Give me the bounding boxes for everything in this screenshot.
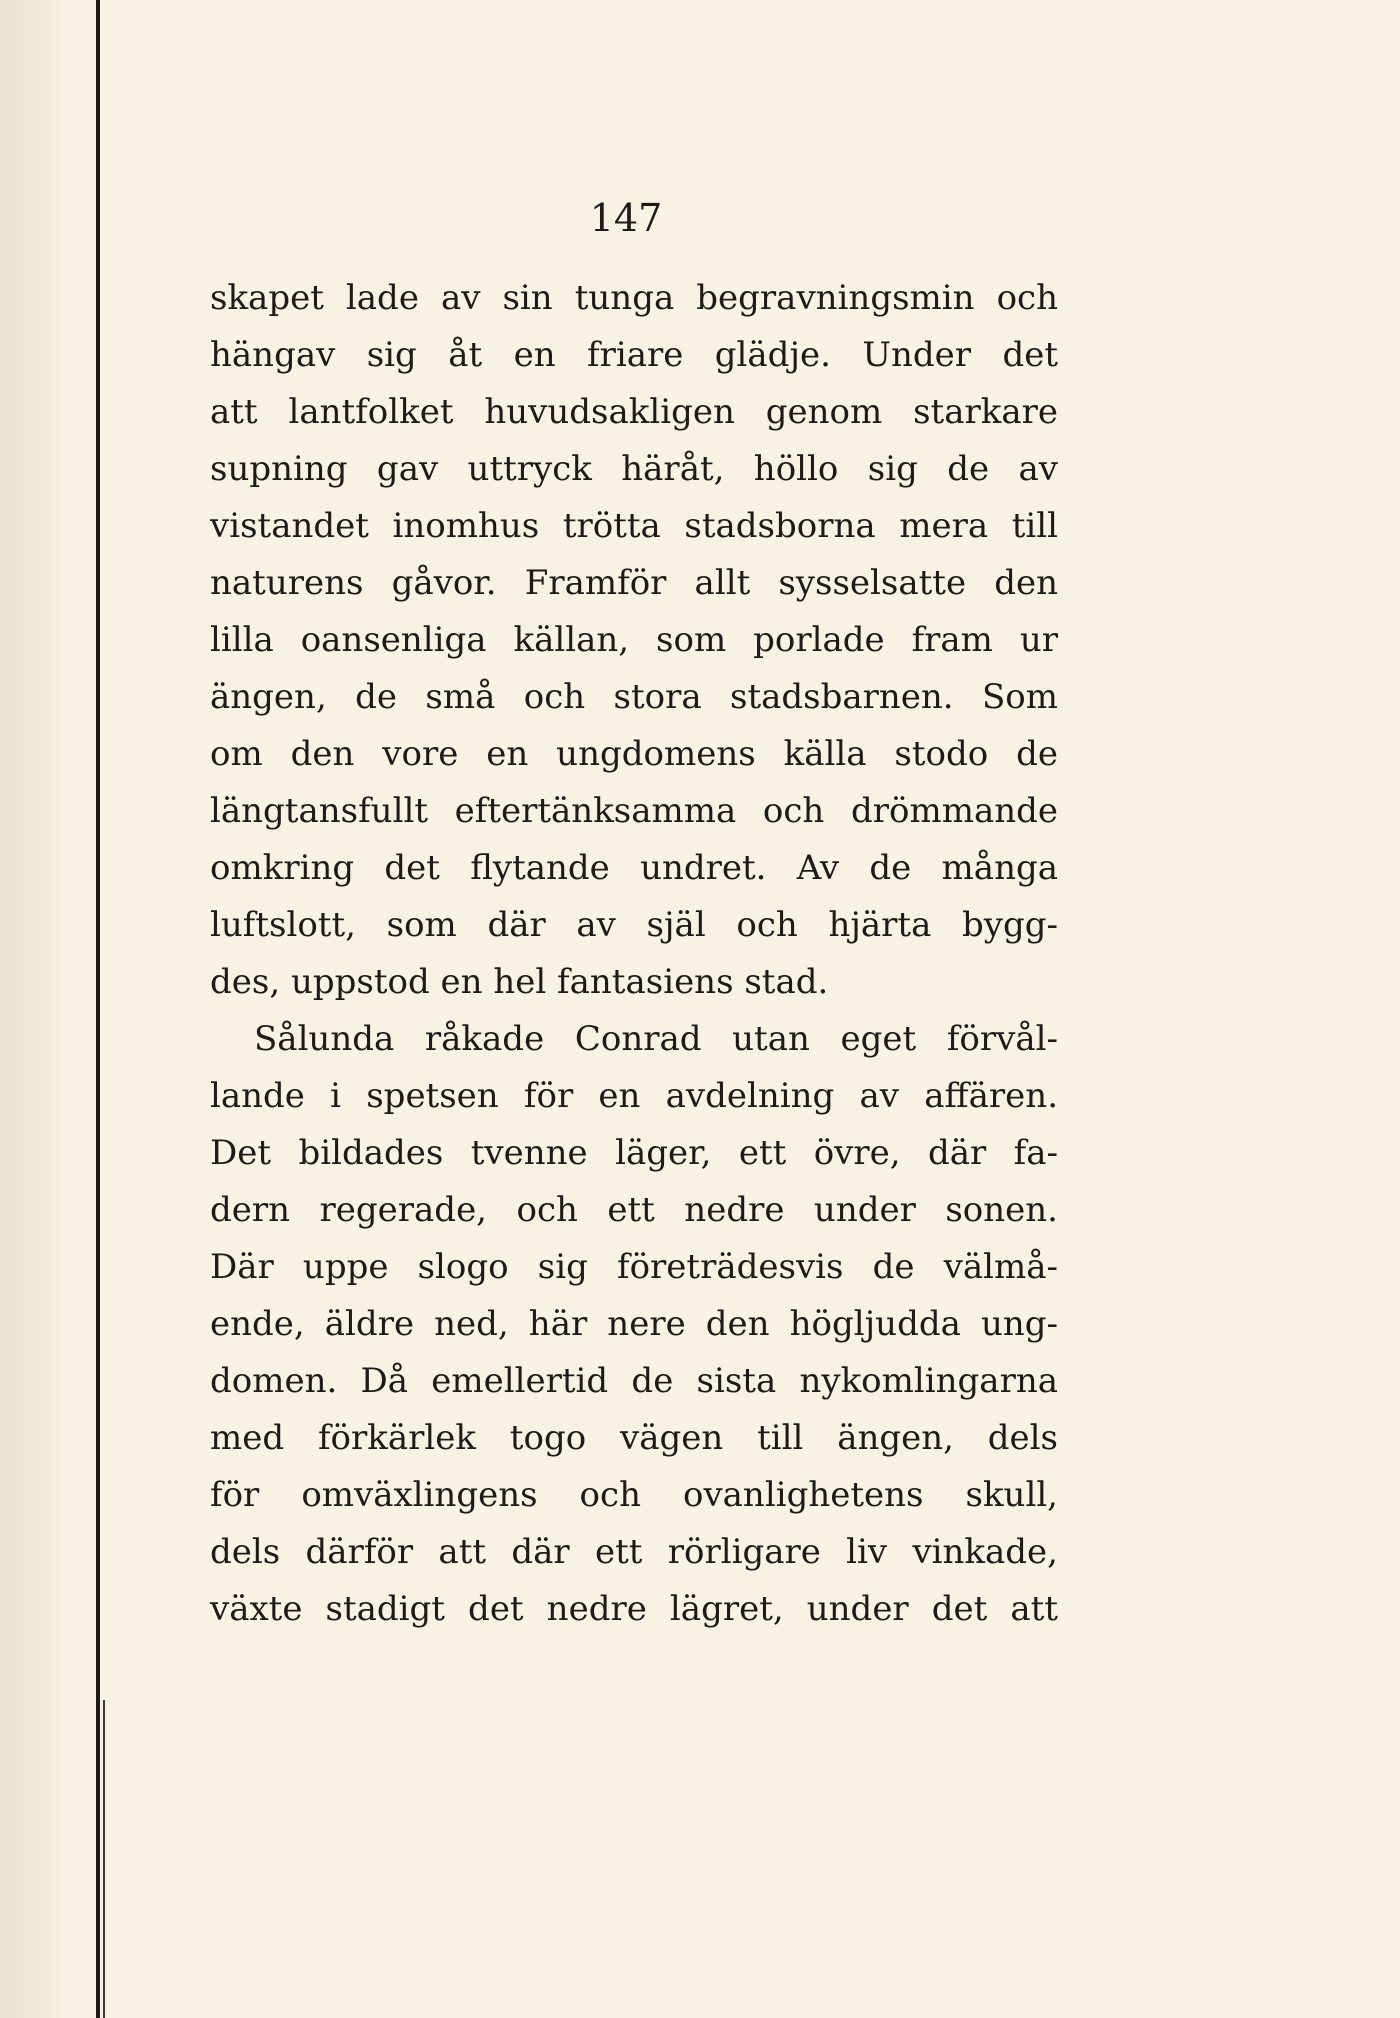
text-line: naturens gåvor. Framför allt sysselsatte den [210,563,1058,603]
text-line: längtansfullt eftertänksamma och drömmande [210,791,1058,831]
text-line: Där uppe slogo sig företrädesvis de välmå- [210,1247,1058,1287]
text-line: vistandet inomhus trötta stadsborna mera till [210,506,1058,546]
text-line: dern regerade, och ett nedre under sonen. [210,1190,1058,1230]
text-line: att lantfolket huvudsakligen genom starkare [210,392,1058,432]
text-line: Det bildades tvenne läger, ett övre, där fa- [210,1133,1058,1173]
text-line: luftslott, som där av själ och hjärta bygg- [210,905,1058,945]
page-number: 147 [589,196,663,240]
text-line: lande i spetsen för en avdelning av affären. [210,1076,1058,1116]
text-line: hängav sig åt en friare glädje. Under det [210,335,1058,375]
text-line: med förkärlek togo vägen till ängen, dels [210,1418,1058,1458]
text-line: des, uppstod en hel fantasiens stad. [210,962,829,1002]
text-line: Sålunda råkade Conrad utan eget förvål- [254,1019,1058,1059]
gutter-edge-line-inner [103,1700,105,2018]
text-line: dels därför att där ett rörligare liv vinkade, [210,1532,1058,1572]
text-line: omkring det flytande undret. Av de många [210,848,1058,888]
text-line: för omväxlingens och ovanlighetens skull, [210,1475,1058,1515]
text-line: växte stadigt det nedre lägret, under det att [210,1589,1058,1629]
body-text [210,270,1058,1638]
text-line: supning gav uttryck häråt, höllo sig de av [210,449,1058,489]
text-line: domen. Då emellertid de sista nykomlingarna [210,1361,1058,1401]
text-line: om den vore en ungdomens källa stodo de [210,734,1058,774]
text-line: skapet lade av sin tunga begravningsmin och [210,278,1058,318]
text-line: ängen, de små och stora stadsbarnen. Som [210,677,1058,717]
text-line: lilla oansenliga källan, som porlade fram ur [210,620,1058,660]
text-line: ende, äldre ned, här nere den högljudda ung- [210,1304,1058,1344]
gutter-edge-line [96,0,100,2018]
gutter-shadow [0,0,70,2018]
